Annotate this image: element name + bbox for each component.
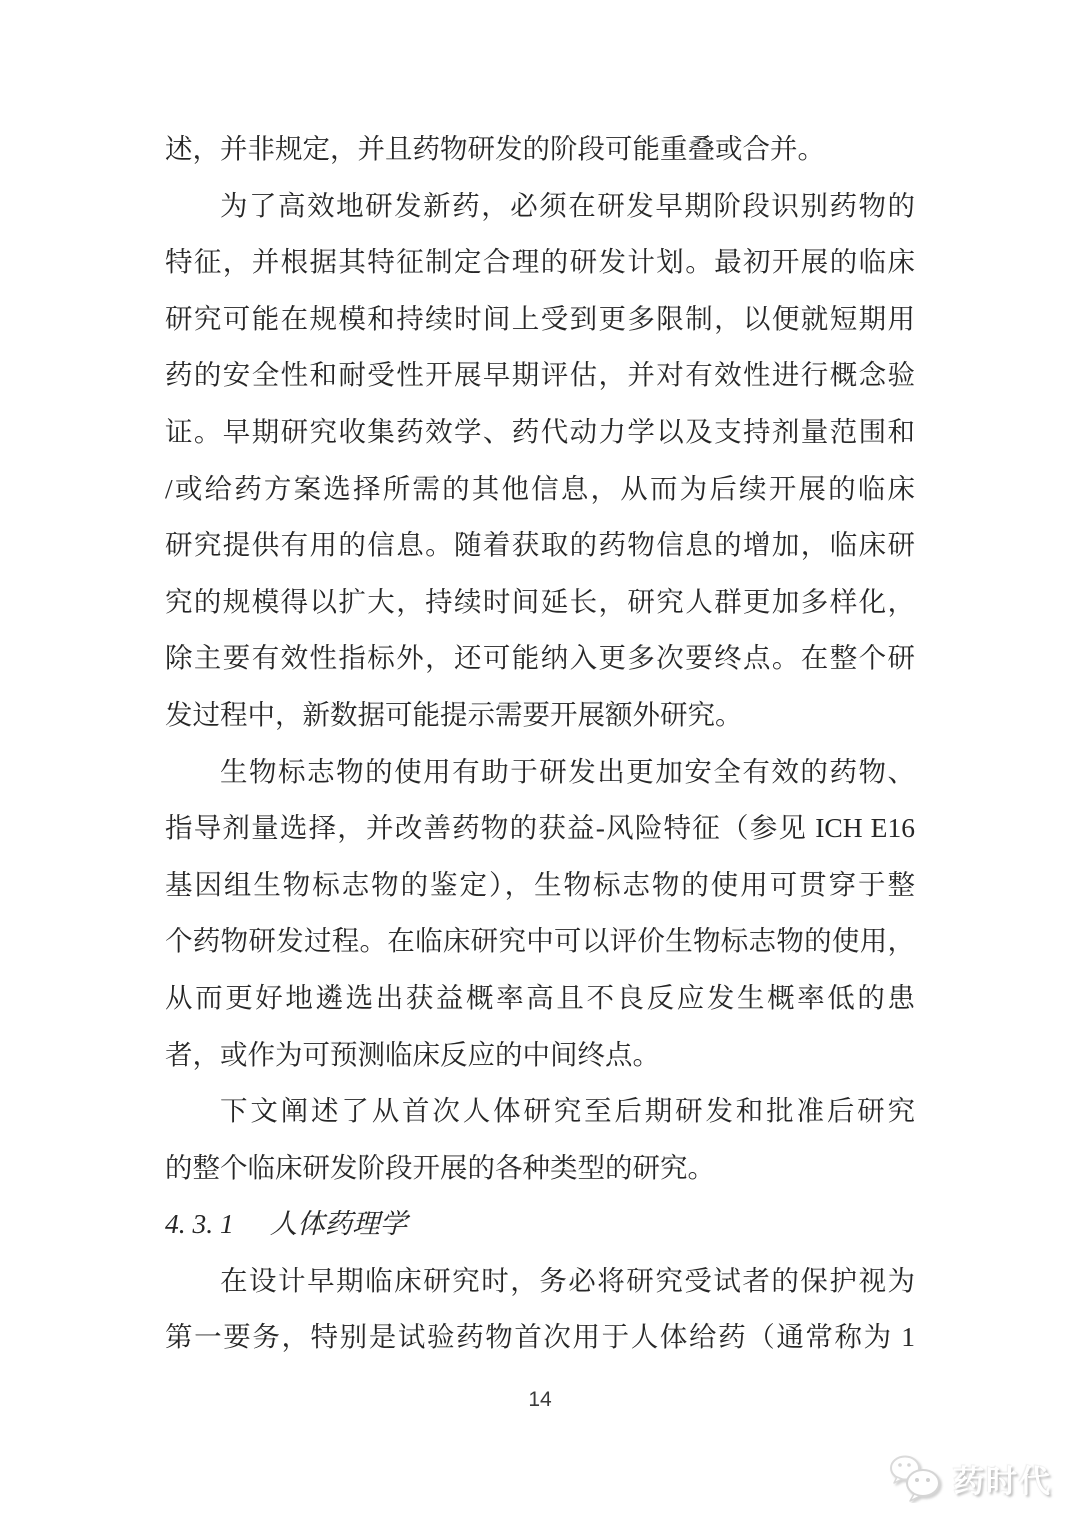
text-line: 除主要有效性指标外，还可能纳入更多次要终点。在整个研 [165, 642, 915, 674]
text-line: 特征，并根据其特征制定合理的研发计划。最初开展的临床 [165, 246, 915, 278]
text-line: 的整个临床研发阶段开展的各种类型的研究。 [165, 1151, 715, 1183]
text-line: 发过程中，新数据可能提示需要开展额外研究。 [165, 698, 743, 730]
page-number: 14 [528, 1388, 552, 1411]
text-line: 证。早期研究收集药效学、药代动力学以及支持剂量范围和 [165, 415, 915, 447]
text-line: 研究可能在规模和持续时间上受到更多限制，以便就短期用 [165, 302, 915, 334]
text-line: 在设计早期临床研究时，务必将研究受试者的保护视为 [220, 1264, 915, 1296]
text-line: 究的规模得以扩大，持续时间延长，研究人群更加多样化， [165, 585, 915, 617]
text-line: 药的安全性和耐受性开展早期评估，并对有效性进行概念验 [165, 359, 915, 391]
section-heading [165, 1196, 915, 1253]
text-line: 生物标志物的使用有助于研发出更加安全有效的药物、 [220, 755, 915, 787]
body-text [165, 121, 915, 1366]
wechat-icon [888, 1453, 944, 1503]
watermark [888, 1453, 1052, 1503]
text-line: 第一要务，特别是试验药物首次用于人体给药（通常称为 1 [165, 1321, 915, 1353]
text-line: 研究提供有用的信息。随着获取的药物信息的增加，临床研 [165, 529, 915, 561]
text-line: 下文阐述了从首次人体研究至后期研发和批准后研究 [220, 1095, 915, 1127]
text-line: /或给药方案选择所需的其他信息，从而为后续开展的临床 [165, 472, 915, 504]
text-line: 个药物研发过程。在临床研究中可以评价生物标志物的使用， [165, 925, 915, 957]
text-line: 从而更好地遴选出获益概率高且不良反应发生概率低的患 [165, 981, 915, 1013]
watermark-brand: 药时代 [953, 1463, 1052, 1499]
section-title: 人体药理学 [269, 1208, 408, 1240]
text-line: 述，并非规定，并且药物研发的阶段可能重叠或合并。 [165, 133, 825, 164]
text-line: 指导剂量选择，并改善药物的获益-风险特征（参见 ICH E16 [165, 812, 915, 844]
text-line: 基因组生物标志物的鉴定），生物标志物的使用可贯穿于整 [165, 868, 915, 900]
section-number: 4. 3. 1 [165, 1208, 234, 1240]
text-line: 者，或作为可预测临床反应的中间终点。 [165, 1038, 660, 1070]
text-line: 为了高效地研发新药，必须在研发早期阶段识别药物的 [220, 189, 915, 221]
